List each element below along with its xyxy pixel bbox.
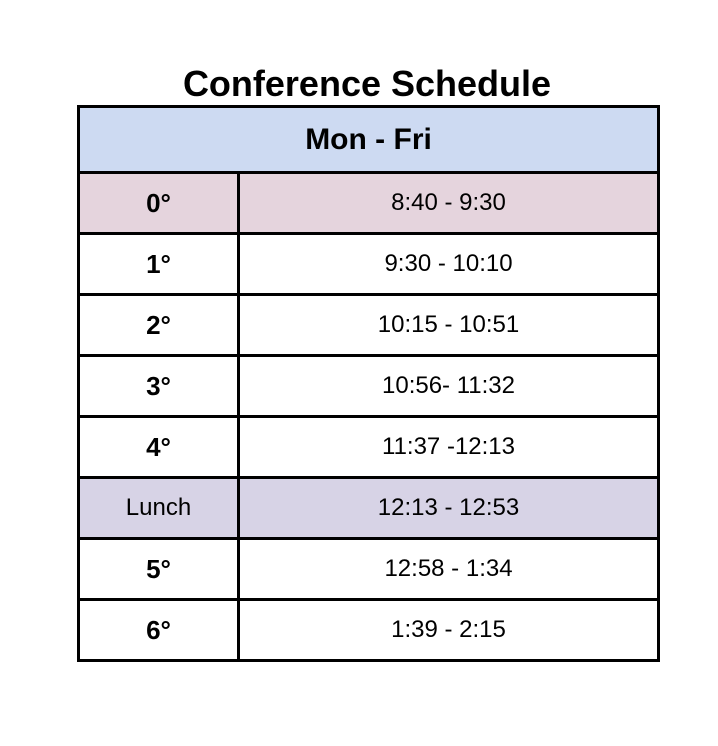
time-cell: 10:15 - 10:51	[239, 295, 659, 356]
time-cell: 1:39 - 2:15	[239, 600, 659, 661]
table-row	[79, 295, 659, 356]
table-row	[79, 417, 659, 478]
lunch-row	[79, 478, 659, 539]
period-cell: 4°	[79, 417, 239, 478]
period-cell: 2°	[79, 295, 239, 356]
period-cell: Lunch	[79, 478, 239, 539]
table-header-row	[79, 107, 659, 173]
table-row	[79, 234, 659, 295]
time-cell: 9:30 - 10:10	[239, 234, 659, 295]
table-row	[79, 356, 659, 417]
period-cell: 3°	[79, 356, 239, 417]
page-title: Conference Schedule	[182, 63, 552, 104]
time-cell: 12:13 - 12:53	[239, 478, 659, 539]
days-header: Mon - Fri	[79, 107, 659, 173]
time-cell: 8:40 - 9:30	[239, 173, 659, 234]
period-cell: 6°	[79, 600, 239, 661]
time-cell: 11:37 -12:13	[239, 417, 659, 478]
table-row	[79, 173, 659, 234]
table-row	[79, 539, 659, 600]
period-cell: 0°	[79, 173, 239, 234]
table-row	[79, 600, 659, 661]
schedule-table	[77, 105, 660, 662]
period-cell: 5°	[79, 539, 239, 600]
time-cell: 10:56- 11:32	[239, 356, 659, 417]
time-cell: 12:58 - 1:34	[239, 539, 659, 600]
period-cell: 1°	[79, 234, 239, 295]
